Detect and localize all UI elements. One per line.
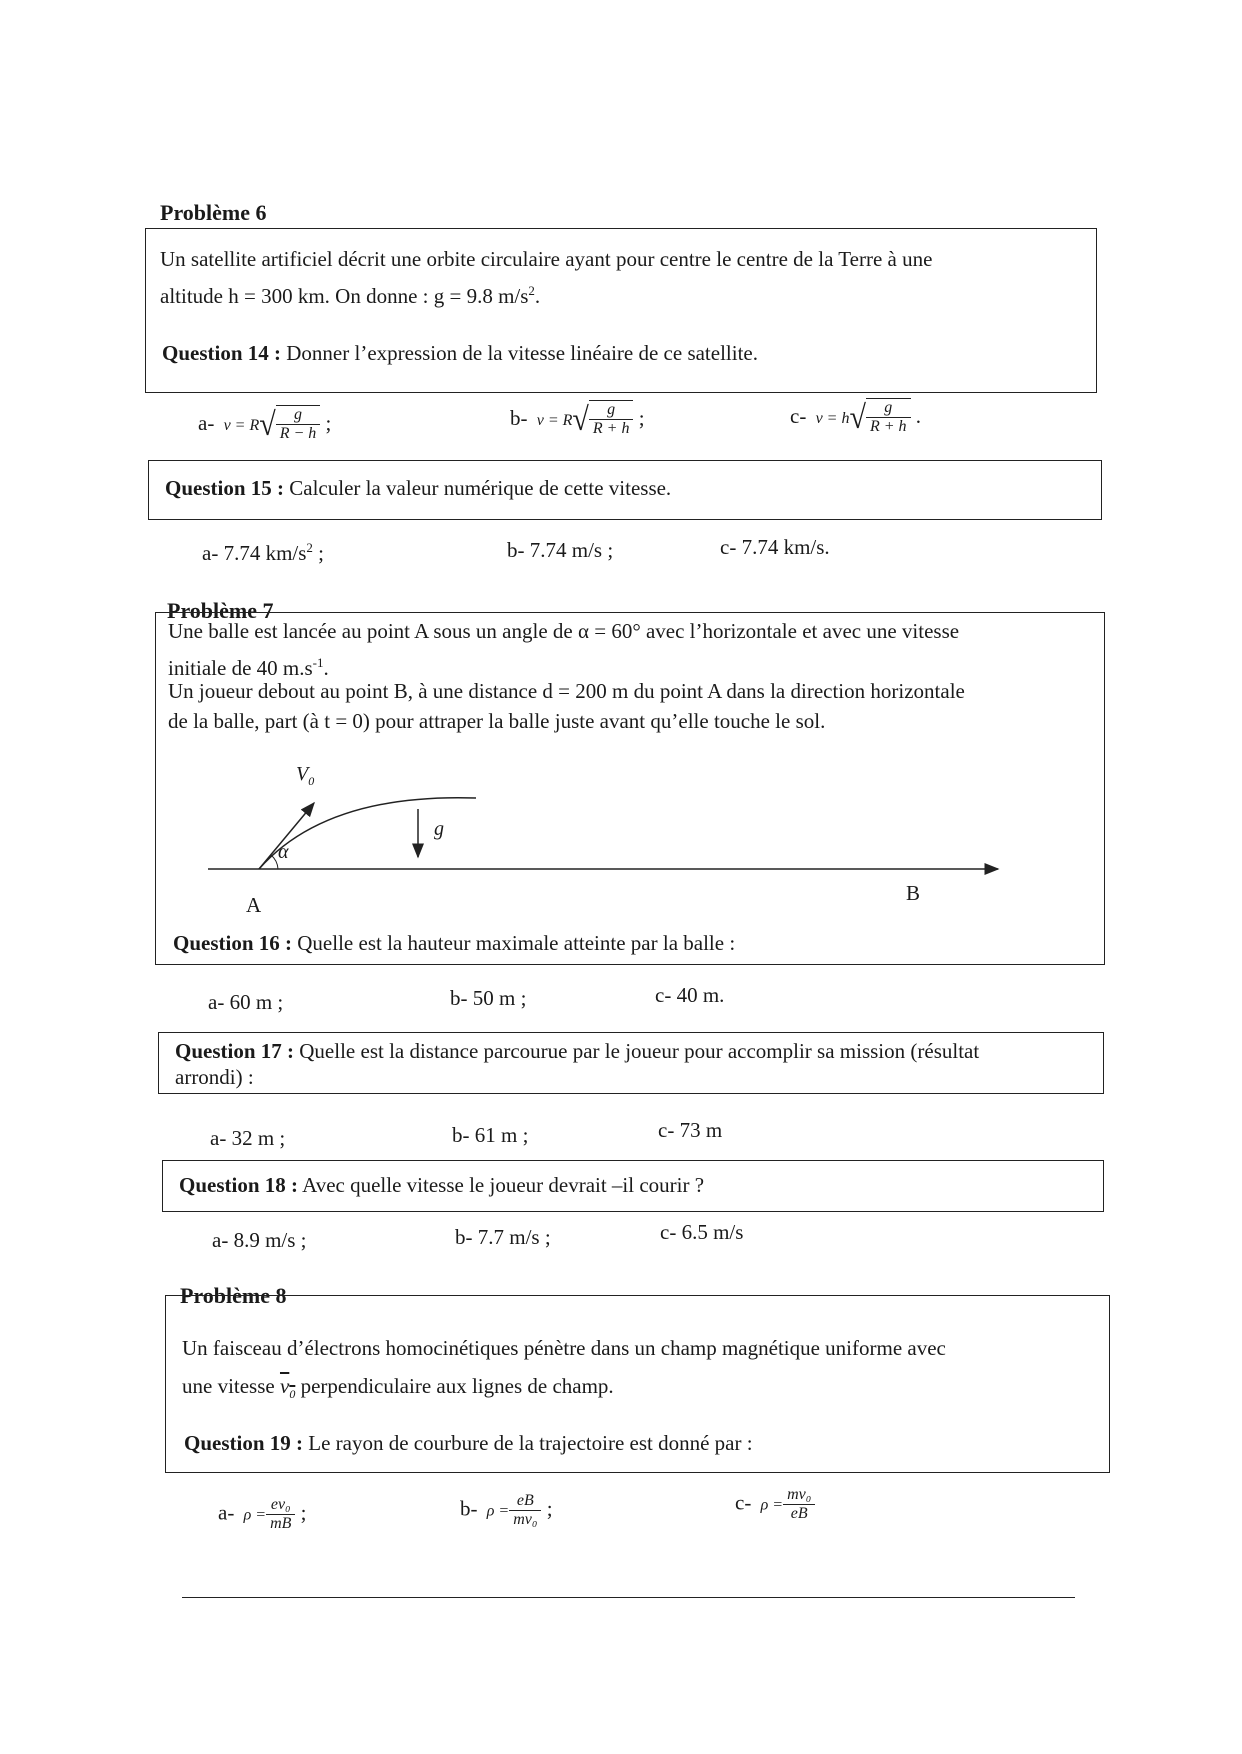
q19-option-a[interactable]: a- ρ = $\frac{\text{ev₀}}{mB}$ ;: [218, 1496, 307, 1532]
question-15: Question 15 : Calculer la valeur numérique de cette vitesse.: [165, 476, 672, 500]
problem-6-title: Problème 6: [160, 200, 267, 225]
q18-option-b[interactable]: b- 7.7 m/s ;: [455, 1225, 551, 1249]
point-b-label: B: [906, 881, 921, 905]
problem-7-line4: de la balle, part (à t = 0) pour attraper la balle juste avant qu’elle touche le sol.: [168, 709, 826, 733]
problem-7-line2: initiale de 40 $m.s^{-1}$.: [168, 655, 329, 680]
v0-vector-symbol: $v_0$: [279, 1374, 296, 1402]
problem-8-line1: Un faisceau d’électrons homocinétiques pénètre dans un champ magnétique uniforme avec: [182, 1336, 946, 1360]
q14-option-b[interactable]: b- v = R √ $\frac{g}{R + h}$ ;: [510, 400, 645, 440]
alpha-arc: [271, 855, 278, 869]
problem-6-box: [145, 228, 1097, 393]
point-a-label: A: [246, 893, 262, 917]
q16-option-b[interactable]: b- 50 m ;: [450, 986, 527, 1010]
problem-8-box: [165, 1295, 1110, 1473]
question-15-box: [148, 460, 1102, 520]
problem-8-title: Problème 8: [180, 1283, 287, 1308]
question-19: Question 19 : Le rayon de courbure de la trajectoire est donné par :: [184, 1431, 753, 1455]
q16-option-c[interactable]: c- 40 m.: [655, 983, 725, 1007]
q19-option-c[interactable]: c- ρ = $\frac{\text{mv₀}}{eB}$: [735, 1486, 815, 1523]
problem-7-line3: Un joueur debout au point B, à une distance d = 200 m du point A dans la direction horizontale: [168, 679, 965, 703]
question-17-line2: arrondi) :: [175, 1065, 254, 1089]
q14-option-c[interactable]: c- v = h √ $\frac{g}{R + h}$ .: [790, 398, 921, 438]
g-label: g: [434, 818, 444, 840]
problem-7-line1: Une balle est lancée au point A sous un angle de α = 60° avec l’horizontale et avec une vitesse: [168, 619, 960, 643]
q16-option-a[interactable]: a- 60 m ;: [208, 990, 284, 1014]
question-14: [162, 341, 758, 366]
question-14-label: Question 14 :: [162, 341, 282, 365]
trajectory-diagram: [156, 613, 1106, 966]
question-14-text: Donner l’expression de la vitesse linéaire de ce satellite.: [286, 341, 758, 365]
question-17-box: [158, 1032, 1104, 1094]
problem-6-intro-line1: Un satellite artificiel décrit une orbite circulaire ayant pour centre le centre de la Terre à une: [160, 247, 933, 271]
problem-6-intro-line2: altitude h = 300 km. On donne : g = 9.8 $m/s^2$.: [160, 283, 541, 308]
problem-7-box: [155, 612, 1105, 965]
question-18-box: [162, 1160, 1104, 1212]
q14-option-a[interactable]: a- v = R √ $\frac{g}{R - h}$ ;: [198, 405, 331, 445]
q19-option-b[interactable]: b- ρ = $\frac{eB}{\text{mv₀}}$ ;: [460, 1492, 553, 1528]
q15-option-a[interactable]: a- 7.74 $km/s^2$ ;: [202, 540, 324, 565]
problem-7-title: Problème 7: [167, 598, 274, 623]
question-17: Question 17 : Quelle est la distance parcourue par le joueur pour accomplir sa mission (résultat: [175, 1039, 980, 1063]
question-18: Question 18 : Avec quelle vitesse le joueur devrait –il courir ?: [179, 1173, 705, 1197]
q17-option-c[interactable]: c- 73 m: [658, 1118, 723, 1142]
q17-option-a[interactable]: a- 32 m ;: [210, 1126, 286, 1150]
q15-option-c[interactable]: c- 7.74 km/s.: [720, 535, 830, 559]
bottom-rule: [182, 1597, 1075, 1598]
q18-option-a[interactable]: a- 8.9 m/s ;: [212, 1228, 307, 1252]
q15-option-b[interactable]: b- 7.74 m/s ;: [507, 538, 614, 562]
question-16: Question 16 : Quelle est la hauteur maximale atteinte par la balle :: [173, 931, 736, 955]
q18-option-c[interactable]: c- 6.5 m/s: [660, 1220, 744, 1244]
q17-option-b[interactable]: b- 61 m ;: [452, 1123, 529, 1147]
v0-label: $V_0$: [296, 763, 315, 788]
alpha-label: α: [278, 841, 289, 863]
problem-8-line2: une vitesse $v_0$ perpendiculaire aux lignes de champ.: [182, 1374, 614, 1402]
